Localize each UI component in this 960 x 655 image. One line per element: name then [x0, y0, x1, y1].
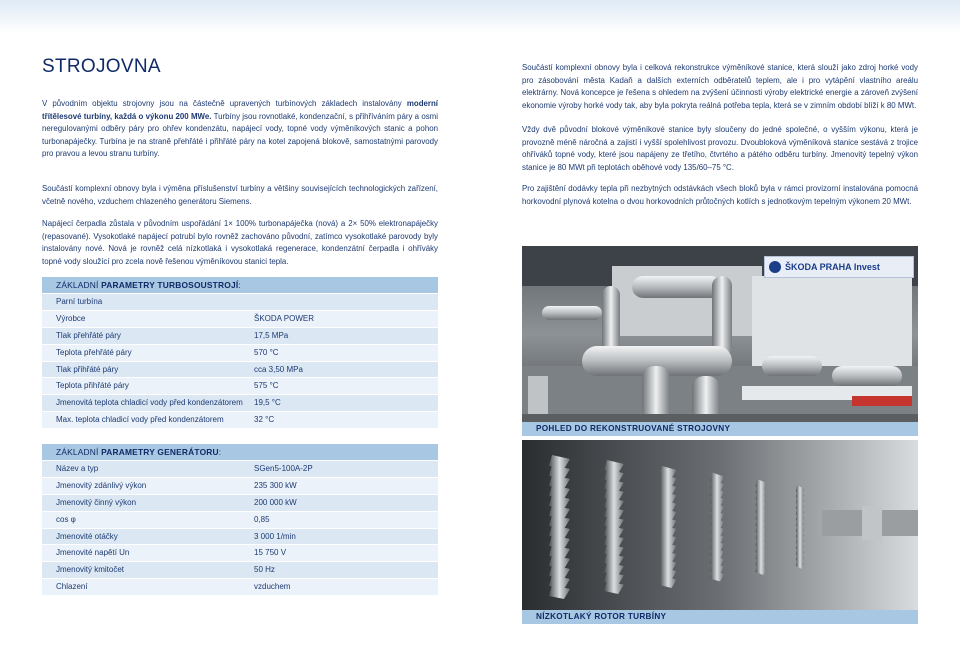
table-row: [42, 544, 438, 561]
row-label: Tlak přihřáté páry: [56, 364, 119, 374]
skoda-sign-text: ŠKODA PRAHA Invest: [785, 262, 880, 272]
table-row: [42, 394, 438, 411]
row-label: Tlak přehřáté páry: [56, 330, 121, 340]
row-value: 0,85: [254, 514, 270, 524]
row-label: Jmenovitý zdánlivý výkon: [56, 480, 147, 490]
row-value: cca 3,50 MPa: [254, 364, 303, 374]
table-row: [42, 310, 438, 327]
skoda-logo-icon: [769, 261, 781, 273]
row-value: 32 °C: [254, 415, 275, 425]
row-label: Název a typ: [56, 464, 99, 473]
intro-text-b: Turbíny jsou rovnotlaké, kondenzační, s přihříváním páry a osmi neregulovanými odběry páry pro ohřev kondenzátu, napájecí vody, topné vody výměníkových stanic a pohon turbonapáječky. Turbína je na straně přehřáté i přihřáté páry na kotel zapojená blokově, samostatnými parovody pro pravou a levou stranu turbíny.: [42, 111, 438, 159]
row-label: Teplota přehřáté páry: [56, 347, 132, 357]
right-paragraph-2: Vždy dvě původní blokové výměníkové stanice byly sloučeny do jedné společné, o vyšším výkonu, která je provozně méně náročná a zajistí i vyšší spolehlivost provozu. Dvoubloková výměníková stanice sestává z trojice ohříváků topné vody, které jsou napájeny ze třetího, čtvrtého a pátého odběru turbíny. Jmenovitý tepelný výkon stanice je 80 MWt při teplotách oběhové vody 135/60–75 °C.: [522, 125, 918, 172]
row-label: cos φ: [56, 514, 76, 524]
table-row: [42, 411, 438, 428]
table-row: [42, 377, 438, 394]
table-row: [42, 361, 438, 378]
row-value: 570 °C: [254, 347, 279, 357]
row-value: 575 °C: [254, 381, 279, 391]
row-value: 50 Hz: [254, 565, 275, 575]
turbine-header-tail: :: [238, 280, 241, 290]
table-row: [42, 460, 438, 477]
row-value: SGen5-100A-2P: [254, 464, 313, 473]
turbine-parameters-table: [42, 277, 438, 428]
row-label: Jmenovité otáčky: [56, 531, 118, 541]
intro-text-bold: moderní třítělesové turbíny, každá o výkonu 200 MWe.: [42, 99, 438, 121]
turbine-table-rows: [42, 293, 438, 428]
turbine-table-header: [42, 277, 438, 293]
table-row: [42, 528, 438, 545]
row-value: 235 300 kW: [254, 480, 297, 490]
table-row: [42, 293, 438, 310]
intro-paragraph-3: Napájecí čerpadla zůstala v původním uspořádání 1× 100% turbonapáječka (nová) a 2× 50% elektronapáječky (repasované). Vysokotlaké napájecí potrubí bylo rovněž zachováno původní, zatímco vysokotlaké parovody byly instalovány nové. Nová je rovněž celá nízkotlaká i vysokotlaká regenerace, kondenzátní čerpadla i ohříváky topné vody sloužící pro zcela nově řešenou výměníkovou stanici tepla.: [42, 219, 438, 266]
intro-text-a: V původním objektu strojovny jsou na částečně upravených turbínových základech instalovány: [42, 99, 407, 108]
row-label: Max. teplota chladicí vody před kondenzátorem: [56, 415, 224, 425]
rotor-illustration: [522, 440, 918, 610]
row-value: 17,5 MPa: [254, 330, 289, 340]
right-paragraph-1: Součástí komplexní obnovy byla i celková rekonstrukce výměníkové stanice, která slouží jako zdroj horké vody pro zásobování města Kadaň a dalších externích odběratelů teplem, ale i pro vytápění vlastního areálu elektrárny. Nová koncepce je řešena s ohledem na zvýšení účinnosti výroby elektrické energie a zároveň zvýšení ekonomie výroby horké vody tak, aby byla pokryta reálná potřeba tepla, která se v zimním období blíží k 80 MWt.: [522, 63, 918, 110]
rotor-caption: NÍZKOTLAKÝ ROTOR TURBÍNY: [522, 610, 918, 624]
row-value: vzduchem: [254, 582, 291, 592]
table-row: [42, 494, 438, 511]
row-value: ŠKODA POWER: [254, 313, 315, 323]
generator-header-bold: PARAMETRY GENERÁTORU: [101, 447, 219, 457]
turbine-subheading: Parní turbína: [56, 297, 103, 306]
row-value: 3 000 1/min: [254, 531, 296, 541]
machine-hall-caption: POHLED DO REKONSTRUOVANÉ STROJOVNY: [522, 422, 918, 436]
page-title: STROJOVNA: [42, 56, 161, 77]
intro-paragraph-1: [42, 98, 438, 161]
generator-header-prefix: ZÁKLADNÍ: [56, 447, 102, 457]
machine-hall-photo: [522, 246, 918, 422]
row-value: 200 000 kW: [254, 497, 297, 507]
table-row: [42, 344, 438, 361]
right-paragraph-3: Pro zajištění dodávky tepla při nezbytných odstávkách všech bloků byla v rámci provizorní instalována pomocná horkovodní plynová kotelna o dvou horkovodních průtočných kotlích s jednotkovým tepelným výkonem 20 MWt.: [522, 184, 918, 206]
table-row: [42, 578, 438, 595]
row-value: 19,5 °C: [254, 398, 281, 408]
generator-table-header: [42, 444, 438, 460]
generator-table-rows: [42, 460, 438, 595]
generator-parameters-table: [42, 444, 438, 595]
table-row: [42, 511, 438, 528]
turbine-header-bold: PARAMETRY TURBOSOUSTROJÍ: [101, 280, 239, 290]
table-row: [42, 327, 438, 344]
row-label: Jmenovitá teplota chladicí vody před kondenzátorem: [56, 398, 243, 408]
turbine-header-prefix: ZÁKLADNÍ: [56, 280, 102, 290]
table-row: [42, 561, 438, 578]
row-value: 15 750 V: [254, 548, 287, 558]
row-label: Teplota přihřáté páry: [56, 381, 129, 391]
skoda-sign: [764, 256, 914, 278]
row-label: Chlazení: [56, 582, 88, 592]
row-label: Jmenovité napětí Un: [56, 548, 130, 558]
row-label: Jmenovitý činný výkon: [56, 497, 137, 507]
rotor-photo: [522, 440, 918, 610]
row-label: Jmenovitý kmitočet: [56, 565, 125, 575]
table-row: [42, 477, 438, 494]
intro-paragraph-2: Součástí komplexní obnovy byla i výměna příslušenství turbíny a většiny souvisejících technologických zařízení, včetně nového, vzduchem chlazeného generátoru Siemens.: [42, 184, 438, 206]
generator-header-tail: :: [218, 447, 222, 457]
row-label: Výrobce: [56, 313, 86, 323]
